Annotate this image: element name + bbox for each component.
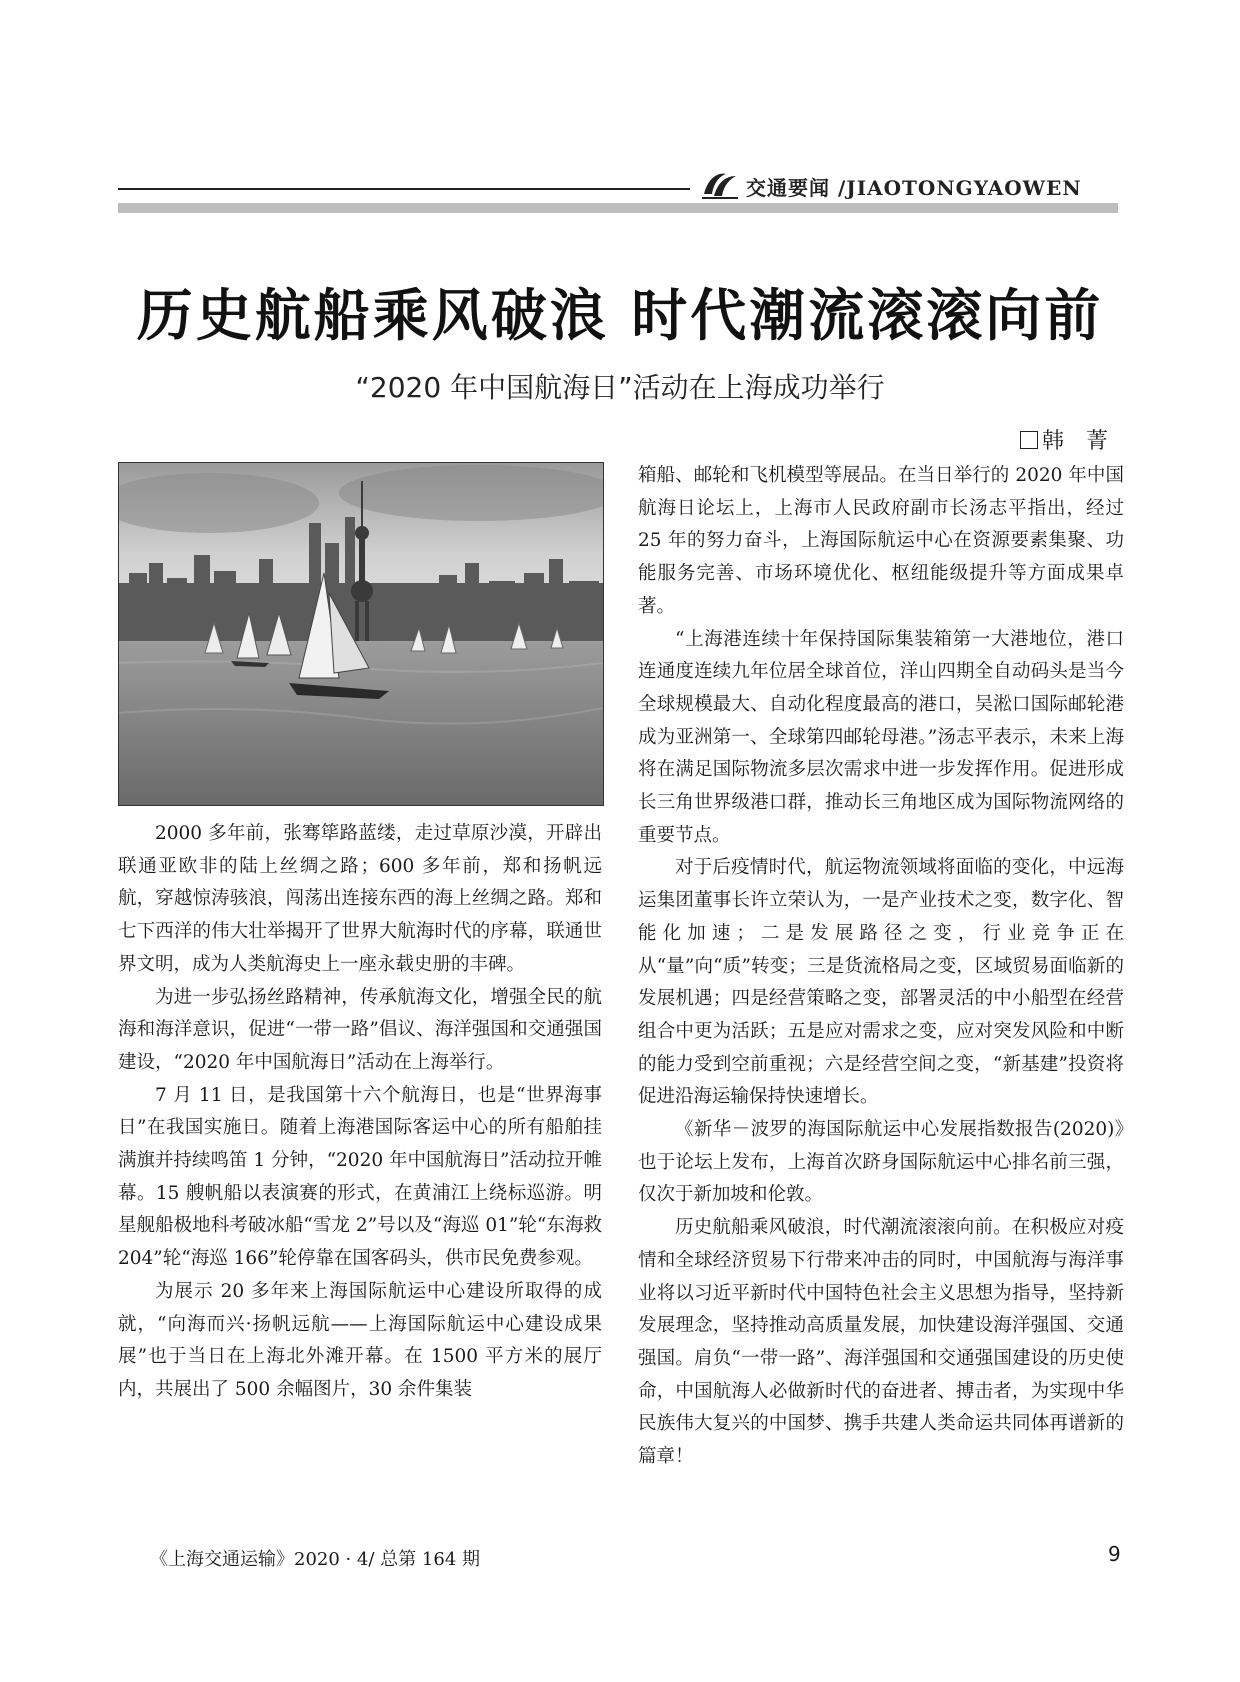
article-title: 历史航船乘风破浪 时代潮流滚滚向前	[136, 283, 1104, 349]
byline	[1020, 424, 1108, 455]
right-column	[638, 460, 1124, 1474]
wave-logo-icon	[700, 168, 740, 202]
article-photo	[118, 462, 604, 806]
header-band	[118, 203, 1118, 213]
paragraph: 2000 多年前，张骞筚路蓝缕，走过草原沙漠，开辟出联通亚欧非的陆上丝绸之路；600 多年前，郑和扬帆远航，穿越惊涛骇浪，闯荡出连接东西的海上丝绸之路。郑和七下西洋的伟大壮举揭开了世界大航海时代的序幕，联通世界文明，成为人类航海史上一座永载史册的丰碑。	[118, 823, 602, 975]
paragraph: 对于后疫情时代，航运物流领域将面临的变化，中远海运集团董事长许立荣认为，一是产业技术之变，数字化、智能化加速；二是发展路径之变，行业竞争正在从“量”向“质”转变；三是货流格局之变，区域贸易面临新的发展机遇；四是经营策略之变，部署灵活的中小船型在经营组合中更为活跃；五是应对需求之变，应对突发风险和中断的能力受到空前重视；六是经营空间之变，“新基建”投资将促进沿海运输保持快速增长。	[638, 857, 1124, 1108]
paragraph-continuation: 箱船、邮轮和飞机模型等展品。在当日举行的 2020 年中国航海日论坛上，上海市人民政府副市长汤志平指出，经过 25 年的努力奋斗，上海国际航运中心在资源要素集聚、功能服务完善、市场环境优化、枢纽能级提升等方面成果卓著。	[638, 465, 1124, 617]
author: 韩 菁	[1042, 429, 1109, 454]
paragraph: 7 月 11 日，是我国第十六个航海日，也是“世界海事日”在我国实施日。随着上海港国际客运中心的所有船舶挂满旗并持续鸣笛 1 分钟，“2020 年中国航海日”活动拉开帷幕。15 艘帆船以表演赛的形式，在黄浦江上绕标巡游。明星舰船极地科考破冰船“雪龙 2”号以及“海巡 01”轮“东海救 204”轮“海巡 166”轮停靠在国客码头，供市民免费参观。	[118, 1084, 602, 1270]
paragraph: 《新华－波罗的海国际航运中心发展指数报告(2020)》也于论坛上发布，上海首次跻身国际航运中心排名前三强，仅次于新加坡和伦敦。	[638, 1119, 1124, 1206]
header-section: 交通要闻 /JIAOTONGYAOWEN	[746, 176, 1082, 200]
paragraph: “上海港连续十年保持国际集装箱第一大港地位，港口连通度连续九年位居全球首位，洋山四期全自动码头是当今全球规模最大、自动化程度最高的港口，吴淞口国际邮轮港成为亚洲第一、全球第四邮轮母港。”汤志平表示，未来上海将在满足国际物流多层次需求中进一步发挥作用。促进形成长三角世界级港口群，推动长三角地区成为国际物流网络的重要节点。	[638, 628, 1124, 846]
paragraph: 历史航船乘风破浪，时代潮流滚滚向前。在积极应对疫情和全球经济贸易下行带来冲击的同时，中国航海与海洋事业将以习近平新时代中国特色社会主义思想为指导，坚持新发展理念，坚持推动高质量发展，加快建设海洋强国、交通强国。肩负“一带一路”、海洋强国和交通强国建设的历史使命，中国航海人必做新时代的奋进者、搏击者，为实现中华民族伟大复兴的中国梦、携手共建人类命运共同体再谱新的篇章！	[638, 1217, 1124, 1468]
left-column	[118, 818, 602, 1407]
article-subtitle: “2020 年中国航海日”活动在上海成功举行	[355, 371, 885, 404]
journal-citation: 《上海交通运输》2020 · 4/ 总第 164 期	[150, 1549, 481, 1570]
header-rule	[118, 188, 690, 190]
paragraph: 为展示 20 多年来上海国际航运中心建设所取得的成就，“向海而兴·扬帆远航——上海国际航运中心建设成果展”也于当日在上海北外滩开幕。在 1500 平方米的展厅内，共展出了 500 余幅图片，30 余件集装	[118, 1280, 602, 1400]
byline-box-icon	[1020, 431, 1038, 449]
paragraph: 为进一步弘扬丝路精神，传承航海文化，增强全民的航海和海洋意识，促进“一带一路”倡议、海洋强国和交通强国建设，“2020 年中国航海日”活动在上海举行。	[118, 986, 602, 1073]
page-number: 9	[1108, 1542, 1121, 1566]
photo-sailboats-icon	[119, 463, 603, 805]
